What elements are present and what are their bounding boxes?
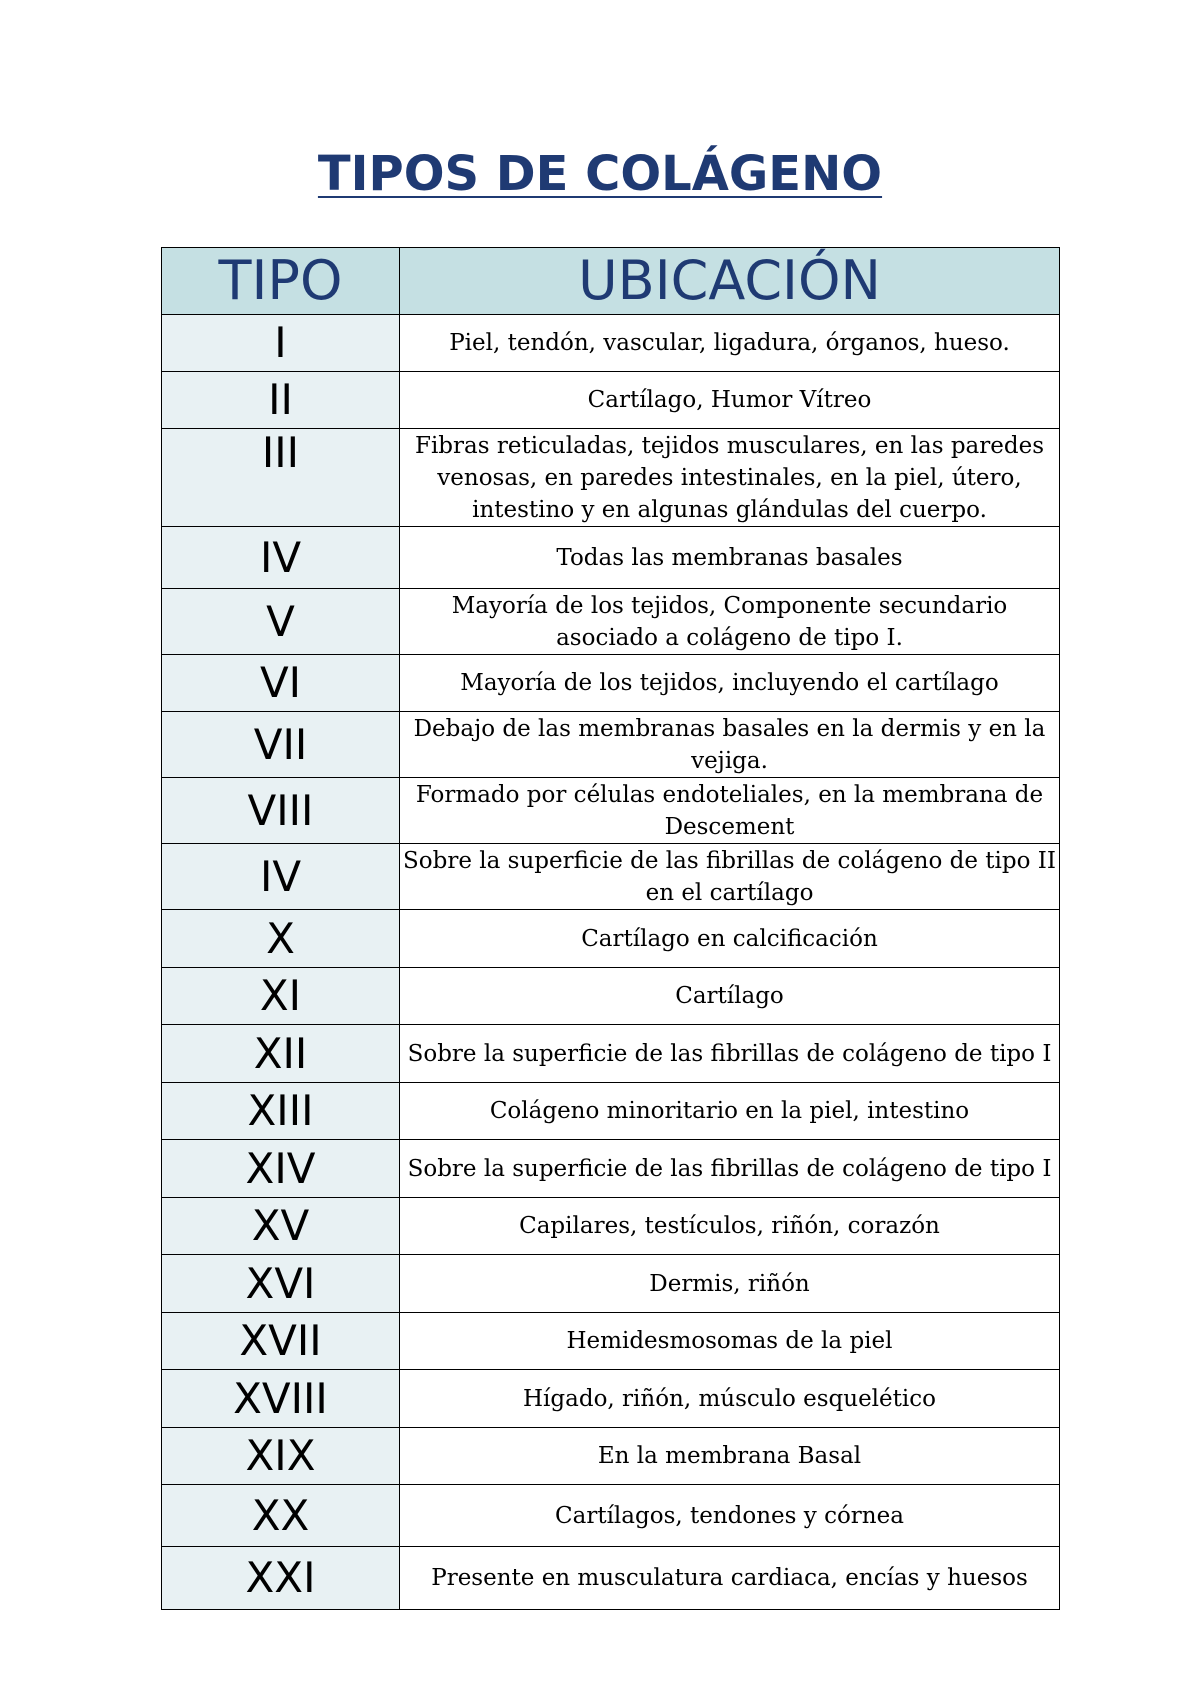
tipo-cell: XVII [162, 1313, 400, 1370]
ubicacion-cell: Cartílago, Humor Vítreo [400, 372, 1060, 429]
tipo-cell: XII [162, 1025, 400, 1083]
ubicacion-cell: Hemidesmosomas de la piel [400, 1313, 1060, 1370]
table-row [162, 372, 1060, 429]
ubicacion-cell: Mayoría de los tejidos, Componente secundario asociado a colágeno de tipo I. [400, 589, 1060, 655]
ubicacion-cell: Presente en musculatura cardiaca, encías y huesos [400, 1547, 1060, 1610]
tipo-cell: XV [162, 1198, 400, 1255]
ubicacion-cell: En la membrana Basal [400, 1428, 1060, 1485]
ubicacion-cell: Colágeno minoritario en la piel, intestino [400, 1083, 1060, 1140]
table-row [162, 429, 1060, 527]
tipo-cell: XIX [162, 1428, 400, 1485]
tipo-cell: VII [162, 712, 400, 778]
tipo-cell: XIV [162, 1140, 400, 1198]
tipo-cell: IV [162, 527, 400, 589]
header-ubicacion: UBICACIÓN [400, 248, 1060, 315]
ubicacion-cell: Fibras reticuladas, tejidos musculares, en las paredes venosas, en paredes intestinales, en la piel, útero, intestino y en algunas glándulas del cuerpo. [400, 429, 1060, 527]
tipo-cell: VIII [162, 778, 400, 844]
table-row [162, 1025, 1060, 1083]
tipo-cell: XXI [162, 1547, 400, 1610]
tipo-cell: IV [162, 844, 400, 910]
table-row [162, 844, 1060, 910]
tipo-cell: XIII [162, 1083, 400, 1140]
table-header-row [162, 248, 1060, 315]
tipo-cell: X [162, 910, 400, 968]
ubicacion-cell: Mayoría de los tejidos, incluyendo el cartílago [400, 655, 1060, 712]
collagen-types-table [161, 247, 1060, 1610]
ubicacion-cell: Capilares, testículos, riñón, corazón [400, 1198, 1060, 1255]
table-row [162, 1370, 1060, 1428]
table-row [162, 910, 1060, 968]
tipo-cell: V [162, 589, 400, 655]
table-row [162, 778, 1060, 844]
ubicacion-cell: Formado por células endoteliales, en la membrana de Descement [400, 778, 1060, 844]
ubicacion-cell: Dermis, riñón [400, 1255, 1060, 1313]
table-row [162, 1485, 1060, 1547]
table-row [162, 655, 1060, 712]
ubicacion-cell: Todas las membranas basales [400, 527, 1060, 589]
ubicacion-cell: Cartílago [400, 968, 1060, 1025]
table-row [162, 712, 1060, 778]
ubicacion-cell: Sobre la superficie de las fibrillas de colágeno de tipo II en el cartílago [400, 844, 1060, 910]
ubicacion-cell: Hígado, riñón, músculo esquelético [400, 1370, 1060, 1428]
ubicacion-cell: Sobre la superficie de las fibrillas de colágeno de tipo I [400, 1025, 1060, 1083]
table-row [162, 1083, 1060, 1140]
tipo-cell: XI [162, 968, 400, 1025]
tipo-cell: II [162, 372, 400, 429]
ubicacion-cell: Cartílagos, tendones y córnea [400, 1485, 1060, 1547]
header-tipo: TIPO [162, 248, 400, 315]
table-row [162, 1198, 1060, 1255]
table-row [162, 1547, 1060, 1610]
table-row [162, 1428, 1060, 1485]
tipo-cell: XVI [162, 1255, 400, 1313]
tipo-cell: I [162, 315, 400, 372]
ubicacion-cell: Piel, tendón, vascular, ligadura, órganos, hueso. [400, 315, 1060, 372]
tipo-cell: XVIII [162, 1370, 400, 1428]
table-row [162, 315, 1060, 372]
ubicacion-cell: Debajo de las membranas basales en la dermis y en la vejiga. [400, 712, 1060, 778]
ubicacion-cell: Cartílago en calcificación [400, 910, 1060, 968]
ubicacion-cell: Sobre la superficie de las fibrillas de colágeno de tipo I [400, 1140, 1060, 1198]
tipo-cell: III [162, 429, 400, 527]
tipo-cell: VI [162, 655, 400, 712]
table-row [162, 589, 1060, 655]
table-row [162, 1140, 1060, 1198]
page-title: TIPOS DE COLÁGENO [317, 146, 883, 202]
table-row [162, 1313, 1060, 1370]
table-row [162, 968, 1060, 1025]
table-row [162, 1255, 1060, 1313]
tipo-cell: XX [162, 1485, 400, 1547]
table-row [162, 527, 1060, 589]
